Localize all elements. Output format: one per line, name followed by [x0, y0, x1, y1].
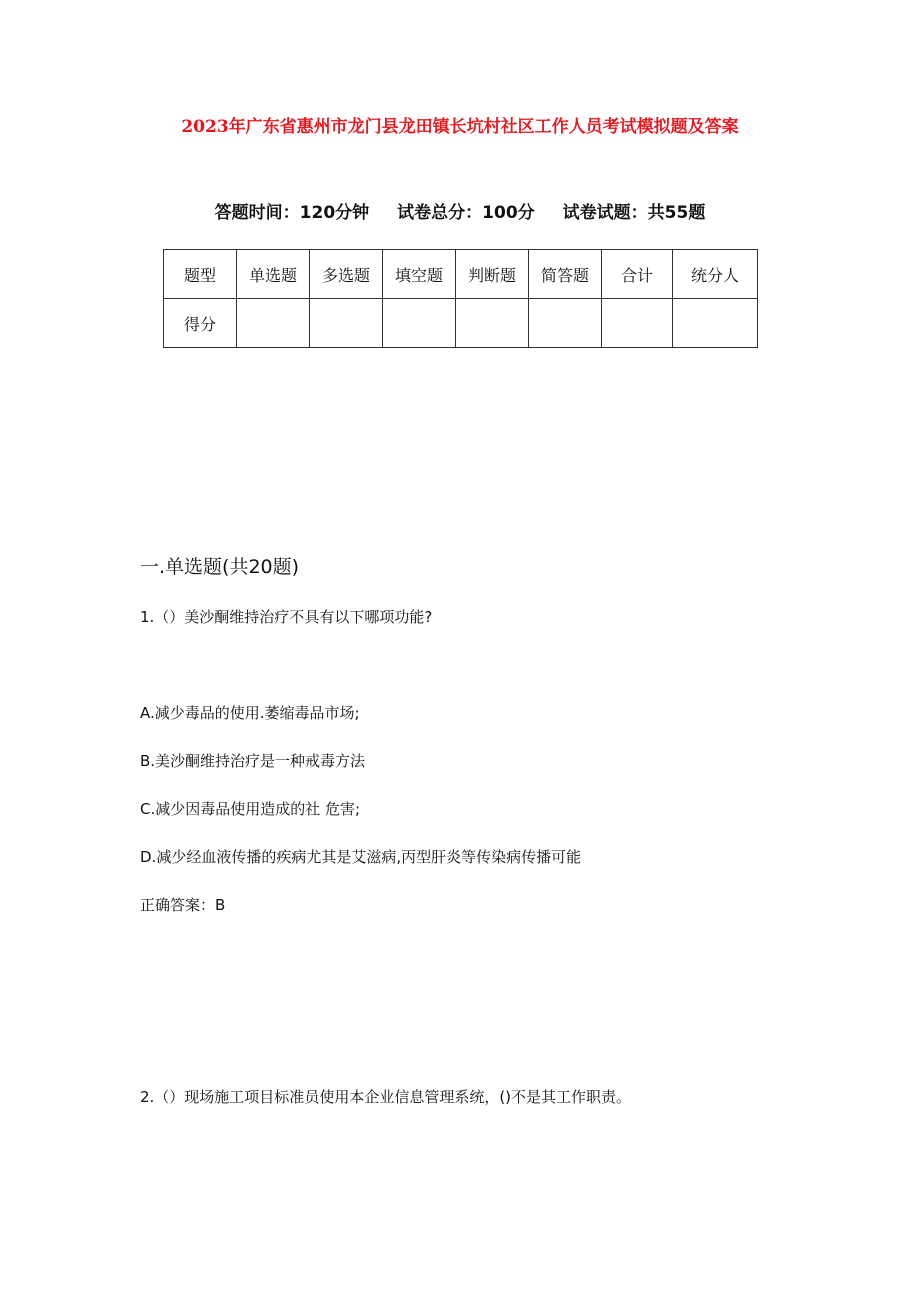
score-cell: [310, 299, 383, 348]
score-cell: [602, 299, 673, 348]
row-label: 得分: [164, 299, 237, 348]
table-header: 填空题: [383, 250, 456, 299]
table-header: 简答题: [529, 250, 602, 299]
score-cell: [673, 299, 758, 348]
score-cell: [237, 299, 310, 348]
document-title: 2023年广东省惠州市龙门县龙田镇长坑村社区工作人员考试模拟题及答案: [181, 117, 739, 137]
score-table: [163, 249, 758, 348]
score-cell: [383, 299, 456, 348]
question-text: 1.（）美沙酮维持治疗不具有以下哪项功能?: [140, 608, 433, 626]
table-header: 题型: [164, 250, 237, 299]
table-row: [164, 299, 758, 348]
score-cell: [529, 299, 602, 348]
option-c: C.减少因毒品使用造成的社 危害;: [140, 800, 361, 818]
exam-time: 答题时间：120分钟: [214, 203, 370, 223]
section-heading: 一.单选题(共20题): [140, 556, 300, 578]
score-cell: [456, 299, 529, 348]
option-a: A.减少毒品的使用.萎缩毒品市场;: [140, 704, 360, 722]
correct-answer: 正确答案：B: [140, 896, 226, 914]
exam-meta: [0, 198, 920, 223]
table-header: 单选题: [237, 250, 310, 299]
table-header: 判断题: [456, 250, 529, 299]
option-b: B.美沙酮维持治疗是一种戒毒方法: [140, 752, 366, 770]
table-header: 多选题: [310, 250, 383, 299]
table-header-row: [164, 250, 758, 299]
table-header: 合计: [602, 250, 673, 299]
question-text: 2.（）现场施工项目标准员使用本企业信息管理系统，()不是其工作职责。: [140, 1088, 632, 1106]
option-d: D.减少经血液传播的疾病尤其是艾滋病,丙型肝炎等传染病传播可能: [140, 848, 582, 866]
table-header: 统分人: [673, 250, 758, 299]
exam-question-count: 试卷试题：共55题: [562, 203, 706, 223]
exam-total-score: 试卷总分：100分: [397, 203, 535, 223]
